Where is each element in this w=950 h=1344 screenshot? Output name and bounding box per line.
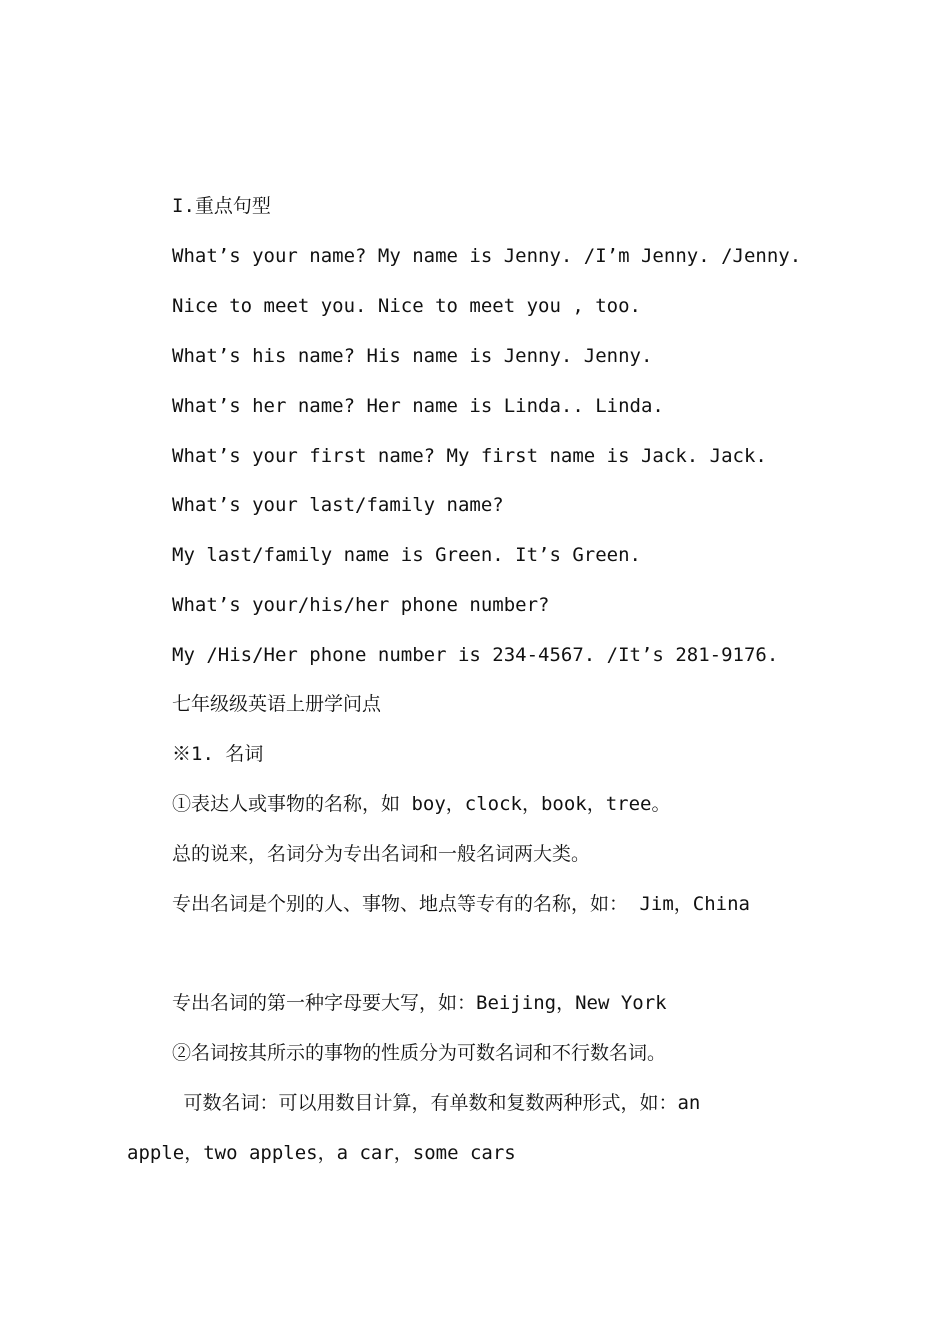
section-heading: I.重点句型 xyxy=(172,195,271,217)
text-line: What’s your first name? My first name is Jack. Jack. xyxy=(172,445,767,467)
text-line: What’s your last/family name? xyxy=(172,494,504,516)
text-line: What’s your/his/her phone number? xyxy=(172,594,550,616)
subsection-heading: ※1. 名词 xyxy=(172,743,264,765)
text-line: apple，two apples，a car，some cars xyxy=(127,1142,516,1164)
text-line: What’s your name? My name is Jenny. /I’m Jenny. /Jenny. xyxy=(172,245,802,267)
text-line: ②名词按其所示的事物的性质分为可数名词和不行数名词。 xyxy=(172,1042,667,1064)
text-line: My last/family name is Green. It’s Green. xyxy=(172,544,641,566)
text-line: 专出名词的第一种字母要大写，如：Beijing，New York xyxy=(172,992,667,1014)
text-line: 可数名词：可以用数目计算，有单数和复数两种形式，如：an xyxy=(172,1092,701,1114)
text-line: What’s her name? Her name is Linda.. Linda. xyxy=(172,395,664,417)
text-line: 专出名词是个别的人、事物、地点等专有的名称，如： Jim，China xyxy=(172,893,750,915)
text-line: My /His/Her phone number is 234-4567. /It’s 281-9176. xyxy=(172,644,779,666)
text-line: Nice to meet you. Nice to meet you , too. xyxy=(172,295,641,317)
text-line: What’s his name? His name is Jenny. Jenny. xyxy=(172,345,653,367)
text-line: ①表达人或事物的名称，如 boy，clock，book，tree。 xyxy=(172,793,671,815)
section-heading: 七年级级英语上册学问点 xyxy=(172,693,382,715)
text-line: 总的说来，名词分为专出名词和一般名词两大类。 xyxy=(172,843,591,865)
